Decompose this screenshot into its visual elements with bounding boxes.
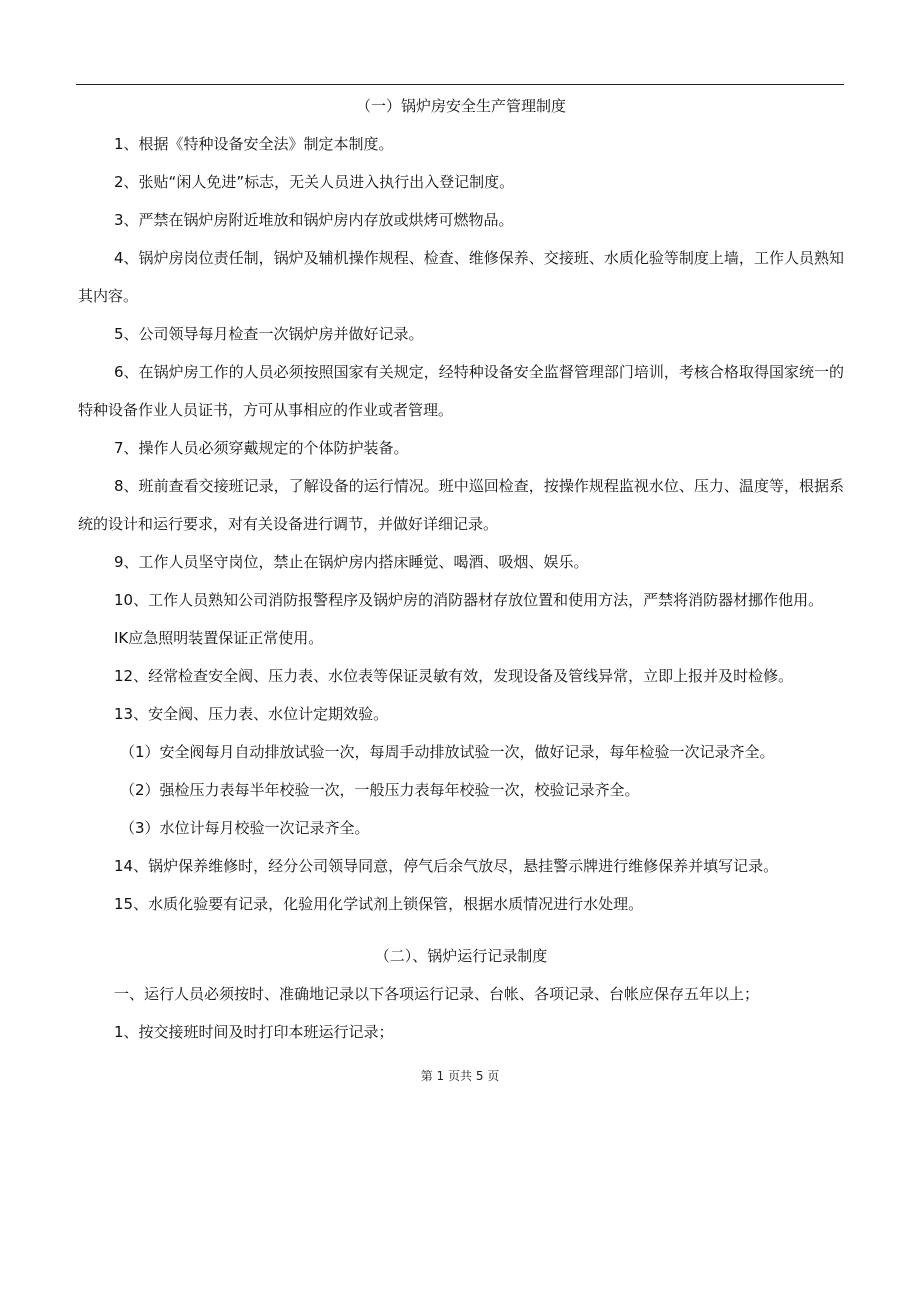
rule-item-13: 13、安全阀、压力表、水位计定期效验。 [114,705,389,723]
rule-item-7: 7、操作人员必须穿戴规定的个体防护装备。 [114,439,409,457]
rule-item-6: 6、在锅炉房工作的人员必须按照国家有关规定，经特种设备安全监督管理部门培训，考核合格取得国家统一的特种设备作业人员证书，方可从事相应的作业或者管理。 [78,363,844,419]
page-number: 第 1 页共 5 页 [420,1069,500,1083]
record-item-1: 1、按交接班时间及时打印本班运行记录； [114,1023,394,1041]
document-body [78,96,844,1060]
record-item-intro: 一、运行人员必须按时、准确地记录以下各项运行记录、台帐、各项记录、台帐应保存五年以上； [114,985,760,1003]
rule-item-4: 4、锅炉房岗位责任制，锅炉及辅机操作规程、检查、维修保养、交接班、水质化验等制度上墙，工作人员熟知其内容。 [78,249,844,305]
rule-item-8: 8、班前查看交接班记录，了解设备的运行情况。班中巡回检查，按操作规程监视水位、压力、温度等，根据系统的设计和运行要求，对有关设备进行调节，并做好详细记录。 [78,477,844,533]
rule-subitem-1: （1）安全阀每月自动排放试验一次，每周手动排放试验一次，做好记录，每年检验一次记录齐全。 [120,743,775,761]
rule-item-10: 10、工作人员熟知公司消防报警程序及锅炉房的消防器材存放位置和使用方法，严禁将消防器材挪作他用。 [114,591,824,609]
rule-item-3: 3、严禁在锅炉房附近堆放和锅炉房内存放或烘烤可燃物品。 [114,211,514,229]
rule-subitem-2: （2）强检压力表每半年校验一次，一般压力表每年校验一次，校验记录齐全。 [120,781,640,799]
section-1-title: （一）锅炉房安全生产管理制度 [355,97,566,115]
rule-item-15: 15、水质化验要有记录，化验用化学试剂上锁保管，根据水质情况进行水处理。 [114,895,644,913]
rule-item-2: 2、张贴“闲人免进”标志，无关人员进入执行出入登记制度。 [114,173,515,191]
rule-item-12: 12、经常检查安全阀、压力表、水位表等保证灵敏有效，发现设备及管线异常，立即上报并及时检修。 [114,667,794,685]
rule-item-9: 9、工作人员坚守岗位，禁止在锅炉房内搭床睡觉、喝酒、吸烟、娱乐。 [114,553,589,571]
rule-item-11: IK应急照明装置保证正常使用。 [114,629,324,647]
rule-subitem-3: （3）水位计每月校验一次记录齐全。 [120,819,370,837]
rule-item-5: 5、公司领导每月检查一次锅炉房并做好记录。 [114,325,424,343]
header-rule [76,84,844,85]
rule-item-14: 14、锅炉保养维修时，经分公司领导同意，停气后余气放尽，悬挂警示牌进行维修保养并填写记录。 [114,857,779,875]
section-2-title: （二）、锅炉运行记录制度 [374,947,548,965]
rule-item-1: 1、根据《特种设备安全法》制定本制度。 [114,135,394,153]
